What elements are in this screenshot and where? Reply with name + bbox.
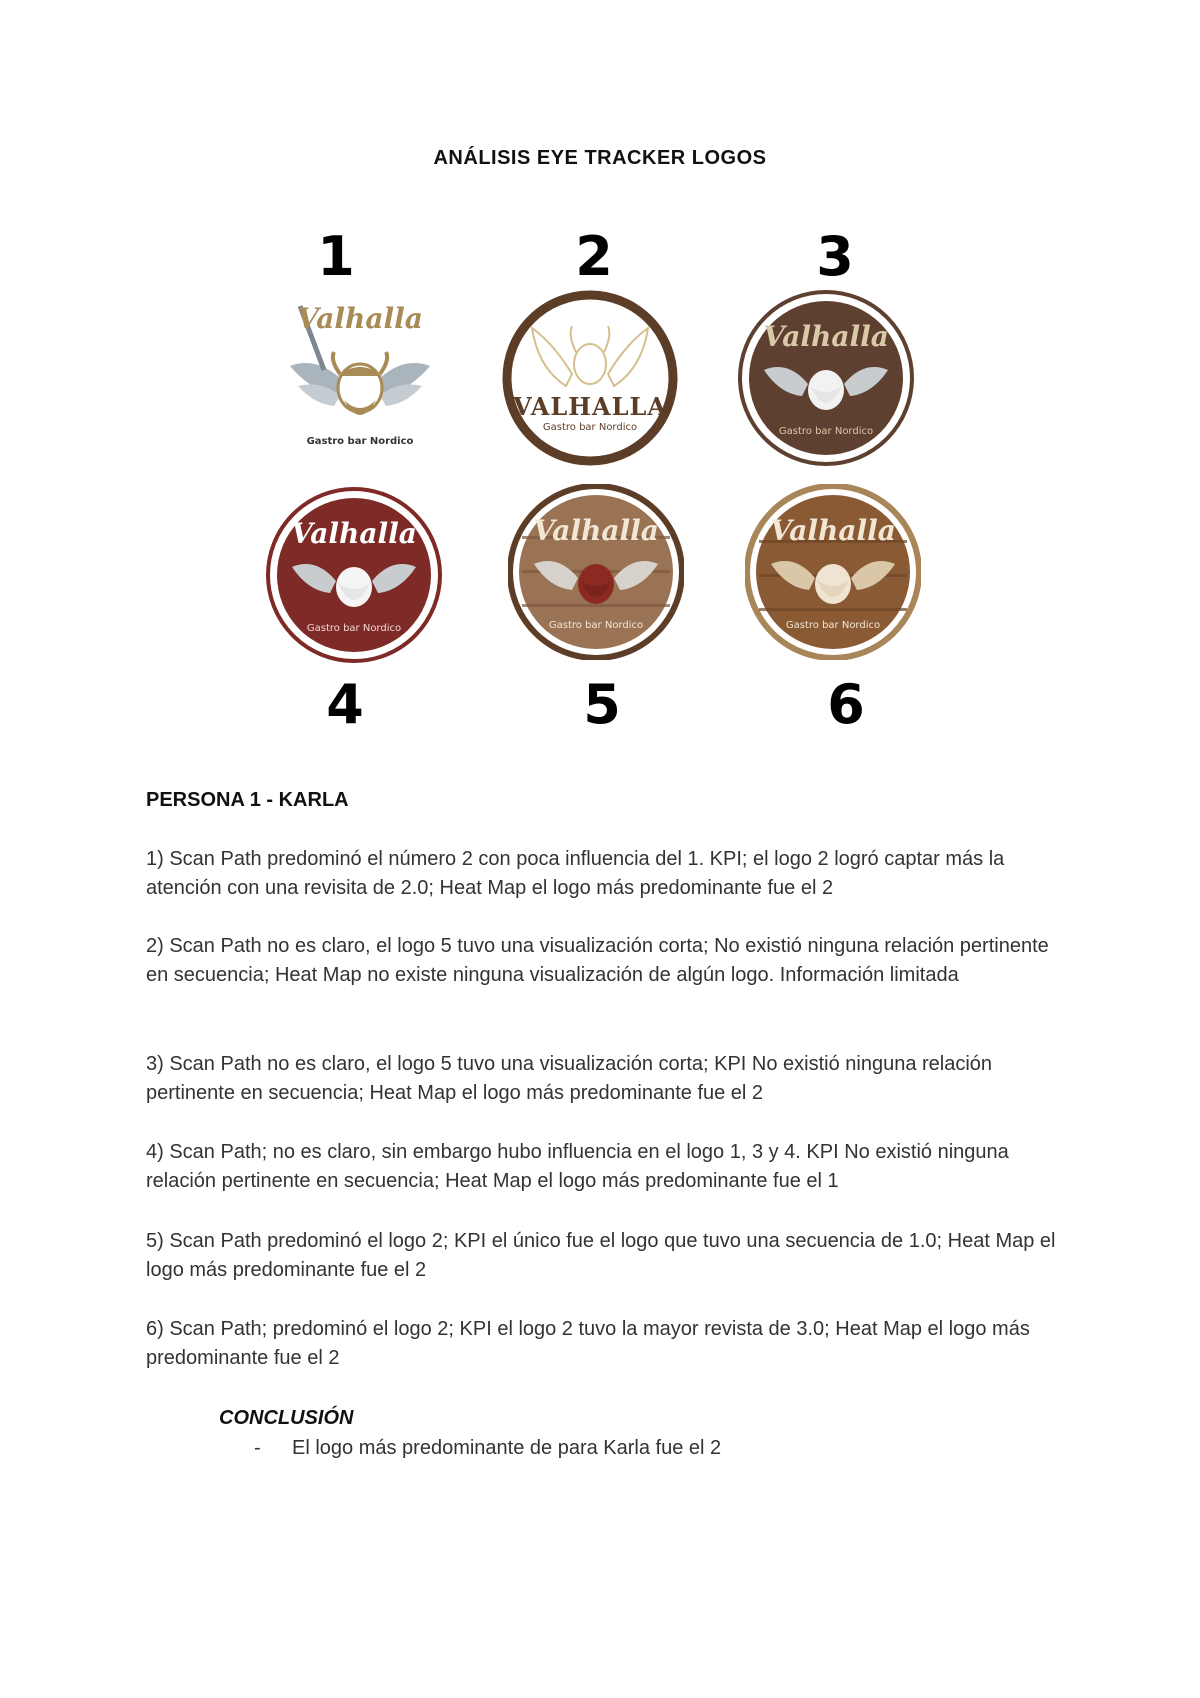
conclusion-bullet-text: El logo más predominante de para Karla fue el 2 [292,1437,722,1459]
analysis-paragraph-4: 4) Scan Path; no es claro, sin embargo hubo influencia en el logo 1, 3 y 4. KPI No existió ninguna relación pertinente en secuencia; Heat Map el logo más predominante fue el 1 [146,1141,1009,1192]
analysis-paragraph-2: 2) Scan Path no es claro, el logo 5 tuvo una visualización corta; No existió ninguna relación pertinente en secuencia; Heat Map no existe ninguna visualización de algún logo. Información limitada [146,935,1049,986]
valhalla-logo-6 [745,484,921,660]
persona-heading: PERSONA 1 - KARLA [146,789,349,811]
document-title: ANÁLISIS EYE TRACKER LOGOS [433,147,767,169]
valhalla-logo-2 [502,290,678,466]
logo-number-2: 2 [575,225,613,288]
analysis-paragraph-1: 1) Scan Path predominó el número 2 con poca influencia del 1. KPI; el logo 2 logró captar más la atención con una revisita de 2.0; Heat Map el logo más predominante fue el 2 [146,848,1005,899]
analysis-paragraph-3: 3) Scan Path no es claro, el logo 5 tuvo una visualización corta; KPI No existió ninguna relación pertinente en secuencia; Heat Map el logo más predominante fue el 2 [146,1053,993,1104]
logo-wordmark: VALHALLA [513,392,667,421]
logo-wordmark: Valhalla [533,514,659,547]
valhalla-logo-4 [266,487,442,663]
logo-wordmark: Valhalla [770,514,896,547]
logo-subtitle: Gastro bar Nordico [785,620,881,631]
viking-emblem-icon [266,487,442,663]
viking-emblem-icon [738,290,914,466]
logo-number-5: 5 [583,673,621,736]
logo-subtitle: Gastro bar Nordico [306,436,414,447]
logo-wordmark: Valhalla [763,320,889,353]
analysis-paragraph-6: 6) Scan Path; predominó el logo 2; KPI el logo 2 tuvo la mayor revista de 3.0; Heat Map el logo más predominante fue el 2 [146,1318,1030,1369]
logo-subtitle: Gastro bar Nordico [778,426,874,437]
logo-number-6: 6 [827,673,865,736]
logo-subtitle: Gastro bar Nordico [542,422,638,433]
bullet-marker: - [254,1437,261,1459]
viking-emblem-icon [502,290,678,466]
viking-emblem-icon [508,484,684,660]
valhalla-logo-3 [738,290,914,466]
viking-emblem-icon [745,484,921,660]
conclusion-bullet [254,1437,721,1460]
valhalla-logo-1 [272,296,448,472]
logo-subtitle: Gastro bar Nordico [548,620,644,631]
logo-number-3: 3 [816,225,854,288]
logo-wordmark: Valhalla [297,302,423,335]
logo-number-1: 1 [317,225,355,288]
logo-wordmark: Valhalla [291,517,417,550]
analysis-paragraph-5: 5) Scan Path predominó el logo 2; KPI el único fue el logo que tuvo una secuencia de 1.0; Heat Map el logo más predominante fue el 2 [146,1230,1056,1281]
conclusion-heading: CONCLUSIÓN [219,1407,354,1429]
logo-subtitle: Gastro bar Nordico [306,623,402,634]
valhalla-logo-5 [508,484,684,660]
logo-number-4: 4 [326,673,364,736]
